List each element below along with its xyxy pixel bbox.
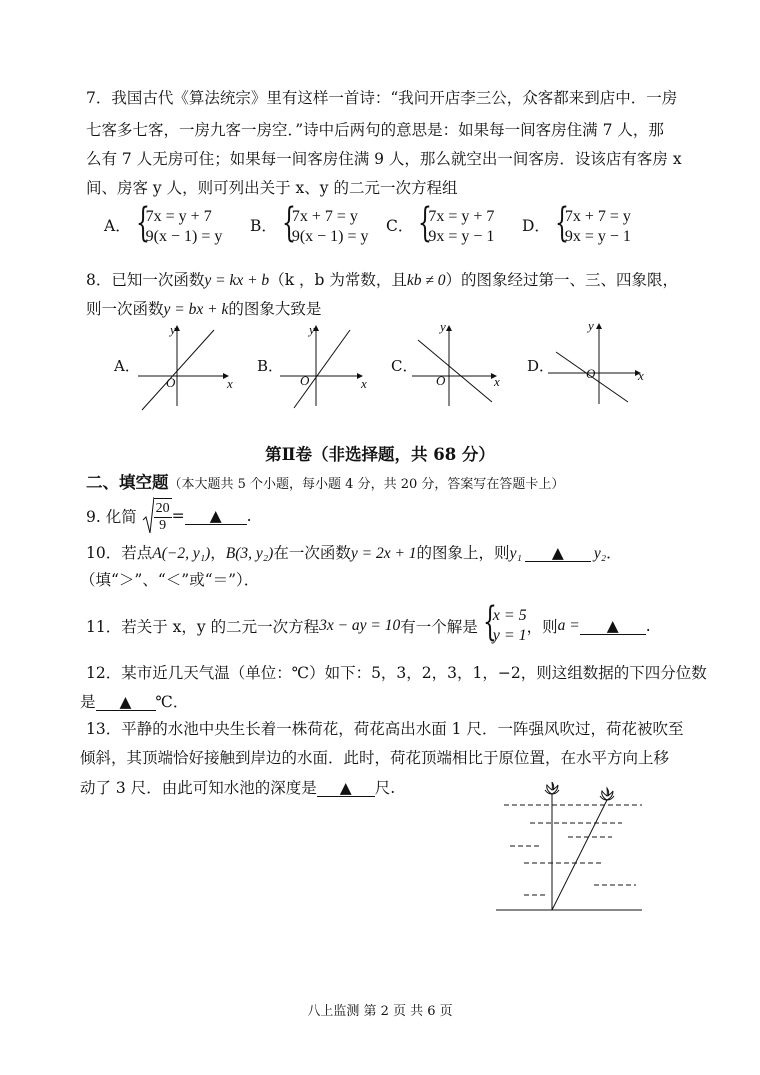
- q8-text: ）的图象经过第一、三、四象限，: [445, 271, 679, 289]
- equation-system: { 7x = y + 7 9x = y − 1: [418, 200, 495, 246]
- q11-text: 11．若关于 x，y 的二元一次方程: [86, 618, 320, 636]
- solution-y: y = 1: [492, 627, 527, 644]
- equation-system: { 7x + 7 = y 9x = y − 1: [554, 200, 631, 246]
- q9-line: [86, 496, 252, 536]
- q10-end: ．: [606, 544, 622, 562]
- q8-option-c-label: C．: [391, 357, 418, 375]
- graph-a-origin: O: [166, 375, 176, 390]
- graph-b-origin: O: [300, 373, 310, 388]
- q8-condition: kb ≠ 0: [406, 272, 446, 289]
- q11-line: [86, 599, 651, 646]
- graph-b: [280, 326, 362, 408]
- q10-text: ，: [210, 544, 226, 562]
- graph-b-x-label: x: [361, 376, 367, 391]
- q13-line-1: 13．平静的水池中央生长着一株荷花，荷花高出水面 1 尺．一阵强风吹过，荷花被吹至: [86, 720, 684, 738]
- q8-formula: y = bx + k: [163, 301, 229, 318]
- option-label: D．: [522, 217, 550, 235]
- option-label: A．: [104, 217, 131, 235]
- lotus-pond-diagram: [490, 782, 660, 922]
- equation-1: 7x + 7 = y: [564, 208, 631, 225]
- equation-1: 7x = y + 7: [145, 208, 212, 225]
- graph-c-y-label: y: [440, 319, 446, 334]
- equation-system: { 7x = y + 7 9(x − 1) = y: [135, 200, 223, 246]
- q10-text: 的图象上，则: [416, 544, 510, 562]
- equation-1: 7x = y + 7: [428, 208, 495, 225]
- q10-line-1: [86, 541, 622, 563]
- q12-unit: ℃．: [155, 693, 189, 711]
- section-2-heading-line: [86, 469, 564, 493]
- q8-option-b-label: B．: [257, 357, 284, 375]
- q12-line-1: 12．某市近几天气温（单位：℃）如下：5，3，2，3，1，−2，则这组数据的下四分位数: [86, 664, 707, 682]
- q7-line-3: 么有 7 人无房可住；如果每一间客房住满 9 人，那么就空出一间客房．设该店有客房 x: [86, 150, 682, 168]
- q10-text: 在一次函数: [273, 544, 351, 562]
- q11-formula: 3x − ay = 10: [319, 617, 401, 634]
- point-a: A(−2, y₁): [152, 545, 211, 562]
- q8-graphs: [0, 318, 760, 438]
- lotus-flower-icon: [600, 788, 614, 800]
- equation-2: 9x = y − 1: [428, 228, 495, 245]
- q13-line-2: 倾斜，其顶端恰好接触到岸边的水面．此时，荷花顶端相比于原位置，在水平方向上移: [80, 749, 670, 767]
- tilted-stem: [552, 800, 607, 910]
- q11-text: ，则: [526, 618, 558, 636]
- q7-option-c: [386, 200, 495, 247]
- solution-system: { x = 5 y = 1: [482, 599, 527, 645]
- q8-text: 则一次函数: [86, 300, 164, 318]
- q12-text: 是: [80, 693, 96, 711]
- q9-end: .: [246, 507, 252, 525]
- equation-1: 7x + 7 = y: [291, 208, 358, 225]
- answer-blank: ▲: [185, 508, 247, 525]
- answer-blank: ▲: [317, 780, 375, 797]
- graph-c-line: [418, 340, 492, 402]
- equation-2: 9x = y − 1: [564, 228, 631, 245]
- equation-2: 9(x − 1) = y: [291, 228, 369, 245]
- q10-y1: y₁: [509, 545, 522, 562]
- q8-formula: y = kx + b: [204, 272, 270, 289]
- option-label: B．: [250, 217, 277, 235]
- graph-d-y-label: y: [588, 318, 594, 333]
- q8-option-d-label: D．: [527, 357, 555, 375]
- q10-text: 10．若点: [86, 544, 153, 562]
- q8-option-a-label: A．: [114, 357, 140, 375]
- option-label: C．: [386, 217, 414, 235]
- section-2-note: （本大题共 5 个小题，每小题 4 分，共 20 分，答案写在答题卡上）: [168, 477, 565, 492]
- page-footer: 八上监测 第 2 页 共 6 页: [307, 1004, 453, 1019]
- q7-line-4: 间、房客 y 人，则可列出关于 x、y 的二元一次方程组: [86, 179, 458, 197]
- answer-blank: ▲: [525, 545, 591, 562]
- fraction-numerator: 20: [155, 501, 170, 516]
- q13-unit: 尺.: [374, 779, 396, 797]
- point-b: B(3, y₂): [225, 545, 274, 562]
- q8-line-2: [86, 297, 321, 319]
- equation-system: { 7x + 7 = y 9(x − 1) = y: [281, 200, 369, 246]
- lotus-flower-icon: [545, 782, 559, 794]
- q10-y2: y₂: [593, 545, 607, 562]
- fraction: [154, 498, 172, 534]
- graph-c-x-label: x: [494, 374, 500, 389]
- q13-line-3: [80, 776, 395, 798]
- answer-blank: ▲: [96, 694, 156, 711]
- graph-a-y-label: y: [170, 322, 176, 337]
- q11-end: .: [645, 617, 651, 635]
- sqrt-expression: [142, 496, 172, 536]
- q7-line-1: 7．我国古代《算法统宗》里有这样一首诗：“我问开店李三公，众客都来到店中．一房: [86, 89, 678, 107]
- graph-c: [412, 326, 496, 406]
- graph-a: [138, 326, 228, 410]
- solution-x: x = 5: [492, 607, 527, 624]
- section-2-title: 第Ⅱ卷（非选择题，共 68 分）: [265, 445, 495, 464]
- q8-line-1: [86, 268, 678, 290]
- q11-text: 有一个解是: [400, 618, 478, 636]
- q10-formula: y = 2x + 1: [350, 545, 417, 562]
- q12-line-2: [80, 690, 188, 712]
- q9-text: 9. 化简: [86, 508, 137, 526]
- graph-b-y-label: y: [309, 322, 315, 337]
- graph-a-line: [142, 330, 214, 410]
- fraction-denominator: 9: [159, 518, 167, 533]
- q7-option-b: [250, 200, 369, 247]
- q8-text: 8．已知一次函数: [86, 271, 205, 289]
- q11-answer-var: a =: [557, 617, 580, 634]
- equation-2: 9(x − 1) = y: [145, 228, 223, 245]
- graph-d-x-label: x: [638, 368, 644, 383]
- q9-equals: =: [171, 507, 185, 525]
- radical-sign-icon: [142, 496, 154, 536]
- graph-a-x-label: x: [227, 376, 233, 391]
- graph-b-line: [294, 330, 350, 408]
- q7-line-2: 七客多七客，一房九客一房空．”诗中后两句的意思是：如果每一间客房住满 7 人，那: [86, 121, 664, 139]
- q7-option-d: [522, 200, 631, 247]
- q8-text: 的图象大致是: [228, 300, 322, 318]
- answer-blank: ▲: [580, 618, 646, 635]
- q10-line-2: （填“＞”、“＜”或“＝”）．: [80, 571, 260, 589]
- q13-text: 动了 3 尺．由此可知水池的深度是: [80, 779, 317, 797]
- q7-option-a: [104, 200, 223, 247]
- section-2-heading: 二、填空题: [86, 473, 169, 492]
- graph-c-origin: O: [436, 373, 446, 388]
- graph-d-origin: O: [586, 366, 596, 381]
- q8-text: （k ，b 为常数，且: [269, 271, 407, 289]
- graph-d: [548, 324, 640, 404]
